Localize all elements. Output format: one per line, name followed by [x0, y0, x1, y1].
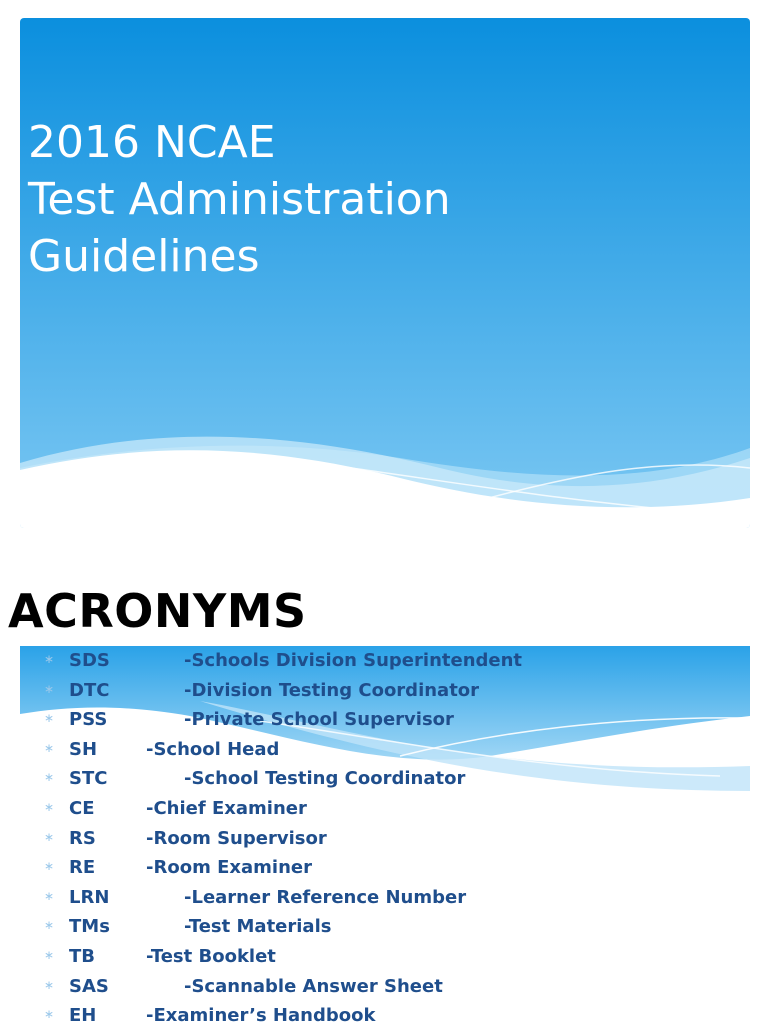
acronym-meaning: -Room Supervisor: [146, 827, 327, 849]
bullet-icon: ∗: [44, 888, 55, 903]
bullet-icon: ∗: [44, 681, 55, 696]
slide-title: [28, 114, 451, 285]
title-slide: [20, 18, 750, 528]
acronym: RS: [69, 827, 96, 849]
acronym-meaning: -Chief Examiner: [146, 797, 307, 819]
bullet-icon: ∗: [44, 711, 55, 726]
acronym: RE: [69, 857, 96, 879]
bullet-icon: ∗: [44, 1007, 55, 1022]
acronym-meaning: -Scannable Answer Sheet: [184, 975, 443, 997]
bullet-icon: ∗: [44, 652, 55, 666]
acronym-meaning: -Division Testing Coordinator: [184, 679, 480, 701]
acronym-meaning: -Learner Reference Number: [184, 886, 467, 908]
acronym: STC: [69, 768, 108, 790]
title-line-1: 2016 NCAE: [28, 117, 276, 168]
acronym-meaning: -Private School Supervisor: [184, 709, 454, 731]
acronym: SAS: [69, 975, 109, 997]
bullet-icon: ∗: [44, 740, 55, 755]
acronym: SH: [69, 738, 98, 760]
bullet-icon: ∗: [44, 829, 55, 844]
acronym: DTC: [69, 679, 110, 701]
bullet-icon: ∗: [44, 918, 55, 933]
acronym-meaning: -Test Booklet: [146, 945, 276, 967]
acronym-meaning: -School Head: [146, 738, 280, 760]
acronym: PSS: [69, 709, 108, 731]
title-line-3: Guidelines: [28, 231, 260, 282]
acronym: LRN: [69, 886, 110, 908]
bullet-icon: ∗: [44, 947, 55, 962]
bullet-icon: ∗: [44, 977, 55, 992]
acronym: CE: [69, 797, 95, 819]
acronym-meaning: -Room Examiner: [146, 857, 312, 879]
bullet-icon: ∗: [44, 770, 55, 785]
acronym: TB: [69, 945, 95, 967]
acronym: TMs: [69, 916, 110, 938]
acronyms-heading: ACRONYMS: [8, 584, 307, 638]
title-line-2: Test Administration: [28, 174, 451, 225]
bullet-icon: ∗: [44, 859, 55, 874]
acronym: SDS: [69, 650, 110, 671]
acronym-meaning: -Examiner’s Handbook: [146, 1005, 376, 1027]
bullet-icon: ∗: [44, 799, 55, 814]
acronym-meaning: -School Testing Coordinator: [184, 768, 466, 790]
acronym-meaning: -Test Materials: [184, 916, 332, 938]
acronym-meaning: -Schools Division Superintendent: [184, 650, 523, 671]
acronym: EH: [69, 1005, 97, 1027]
